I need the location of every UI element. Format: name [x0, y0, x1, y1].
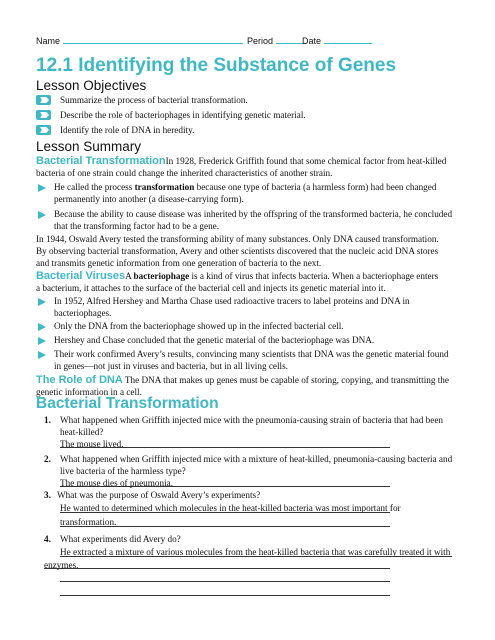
answer-line[interactable] [60, 486, 390, 487]
objective-item: Summarize the process of bacterial transformation. [60, 95, 248, 105]
answer-line[interactable] [60, 526, 390, 527]
role-of-dna-intro: The Role of DNA The DNA that makes up genes must be capable of storing, copying, and transmitting the [36, 374, 449, 386]
transformation-intro [36, 155, 446, 167]
name-label: Name [36, 36, 61, 46]
question-number: 1. [44, 415, 51, 425]
question-text-line2: heat-killed? [60, 427, 104, 437]
date-label: Date [302, 36, 322, 46]
answer-text-line2[interactable]: transformation. [60, 517, 117, 527]
name-blank[interactable] [63, 34, 243, 44]
summary-heading: Lesson Summary [36, 139, 142, 154]
objective-item: Describe the role of bacteriophages in identifying genetic material. [60, 110, 306, 120]
answer-text[interactable]: He extracted a mixture of various molecules from the heat-killed bacteria that was carefully treated it with [60, 547, 451, 557]
objective-bullet-icon [36, 110, 51, 120]
answer-text[interactable]: He wanted to determined which molecules in the heat-killed bacteria was most important for [60, 503, 401, 513]
viruses-bullet: In 1952, Alfred Hershey and Martha Chase used radioactive tracers to label proteins and DNA in [54, 296, 410, 306]
question-number: 4. [44, 534, 51, 544]
objectives-heading: Lesson Objectives [36, 78, 147, 93]
transformation-bullet-1-line2: permanently into another (a disease-carrying form). [54, 194, 244, 204]
bullet-arrow-icon [38, 323, 46, 331]
answer-text-line2[interactable]: enzymes. [44, 560, 79, 570]
avery-paragraph-line1: In 1944, Oswald Avery tested the transforming ability of many substances. Only DNA caused transformation. [36, 234, 439, 244]
question-text: What was the purpose of Oswald Avery’s experiments? [57, 490, 261, 500]
page-title: 12.1 Identifying the Substance of Genes [36, 55, 397, 76]
transformation-bullet-2: Because the ability to cause disease was inherited by the offspring of the transformed bacteria, he concluded [54, 209, 453, 219]
answer-line[interactable] [44, 568, 390, 569]
header-period-field[interactable] [247, 34, 306, 46]
answer-line[interactable] [60, 581, 390, 582]
transformation-bullet-1: He called the process transformation because one type of bacteria (a harmless form) had been changed [54, 182, 437, 192]
transformation-intro-line2: bacteria of one strain could change the inherited characteristics of another strain. [36, 168, 333, 178]
role-of-dna-line2: genetic information in a cell. [36, 387, 142, 397]
viruses-bullet: Their work confirmed Avery’s results, convincing many scientists that DNA was the genetic material found [54, 349, 449, 359]
viruses-intro-line2: a bacterium, it attaches to the surface of the bacterial cell and injects its genetic material into it. [36, 283, 386, 293]
header-name-field[interactable] [36, 34, 243, 46]
answer-line[interactable] [60, 447, 390, 448]
question-text: What happened when Griffith injected mice with a mixture of heat-killed, pneumonia-causing bacteria and [60, 454, 453, 464]
answer-line[interactable] [60, 512, 390, 513]
objective-bullet-icon [36, 125, 51, 135]
avery-paragraph-line2: By observing bacterial transformation, Avery and other scientists discovered that the nucleic acid DNA stores [36, 246, 439, 256]
bullet-arrow-icon [38, 211, 46, 219]
viruses-bullet: Hershey and Chase concluded that the genetic material of the bacteriophage was DNA. [54, 335, 375, 345]
question-text-line2: live bacteria of the harmless type? [60, 466, 186, 476]
date-blank[interactable] [324, 34, 372, 44]
viruses-subheading: Bacterial Viruses [36, 270, 126, 282]
question-text: What experiments did Avery do? [60, 534, 181, 544]
transformation-subheading: Bacterial Transformation [36, 155, 166, 167]
viruses-bullet: Only the DNA from the bacteriophage showed up in the infected bacterial cell. [54, 321, 344, 331]
question-number: 3. [44, 490, 51, 500]
viruses-bullet-line2: bacteriophages. [54, 308, 112, 318]
bullet-arrow-icon [38, 337, 46, 345]
transformation-intro-line1: In 1928, Frederick Griffith found that some chemical factor from heat-killed [165, 156, 447, 166]
answer-line[interactable] [60, 556, 452, 557]
period-label: Period [247, 36, 274, 46]
viruses-bullet-line2: in genes—not just in viruses and bacteria, but in all living cells. [54, 361, 288, 371]
answer-line[interactable] [60, 595, 390, 596]
section-heading: Bacterial Transformation [36, 395, 219, 412]
role-of-dna-subheading: The Role of DNA [36, 374, 123, 386]
avery-paragraph-line3: and transmits genetic information from one generation of bacteria to the next. [36, 258, 322, 268]
answer-text[interactable]: The mouse dies of pneumonia. [60, 478, 174, 488]
bullet-arrow-icon [38, 298, 46, 306]
objective-item: Identify the role of DNA in heredity. [60, 125, 195, 135]
question-number: 2. [44, 454, 51, 464]
objective-bullet-icon [36, 95, 51, 105]
header-date-field[interactable] [302, 34, 372, 46]
question-text: What happened when Griffith injected mice with the pneumonia-causing strain of bacteria that had been [60, 415, 444, 425]
bullet-arrow-icon [38, 351, 46, 359]
transformation-bullet-2-line2: that the transforming factor had to be a gene. [54, 221, 220, 231]
viruses-intro: Bacterial VirusesA bacteriophage is a kind of virus that infects bacteria. When a bacteriophage enters [36, 270, 439, 282]
bullet-arrow-icon [38, 184, 46, 192]
answer-text[interactable]: The mouse lived. [60, 439, 124, 449]
